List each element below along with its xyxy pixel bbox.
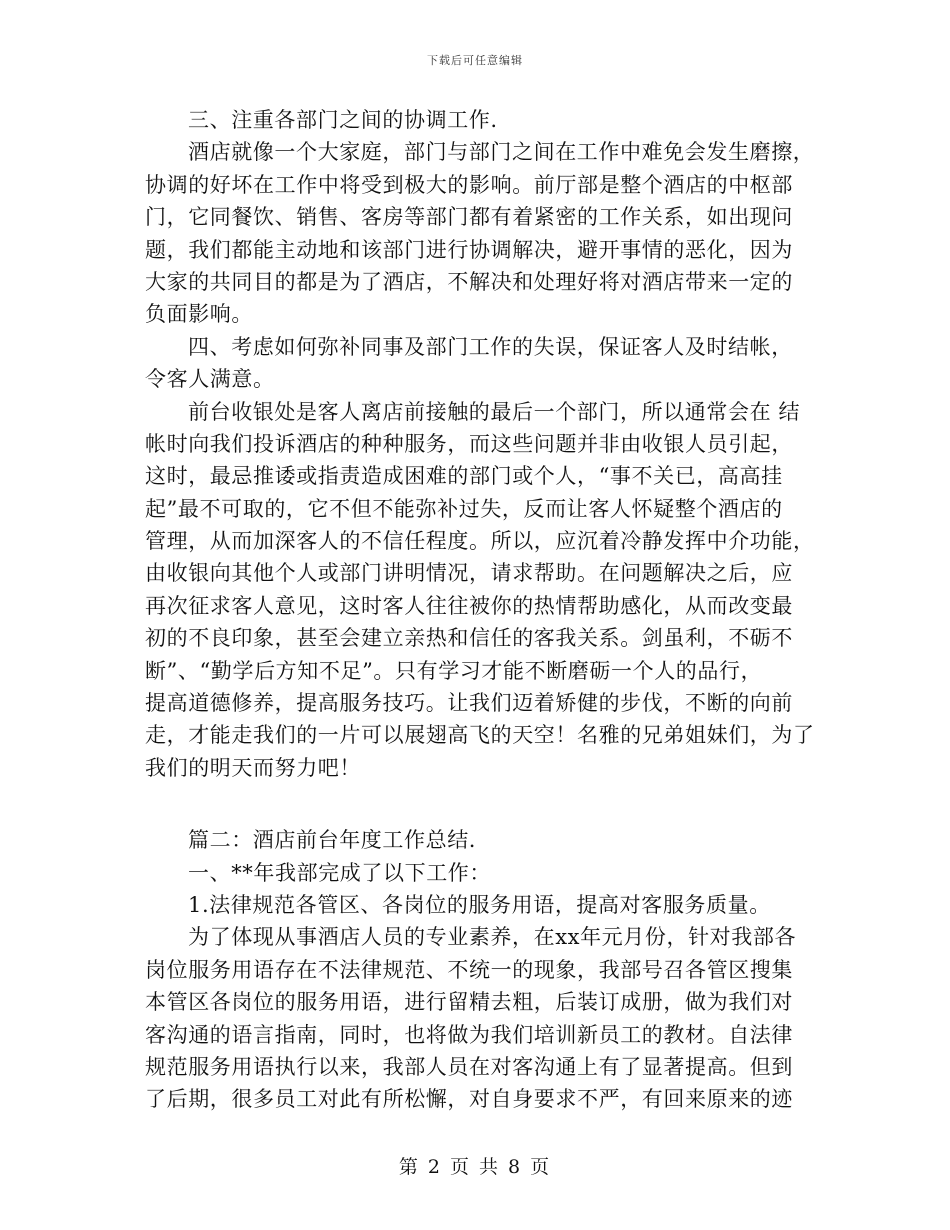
paragraph-line: 我们的明天而努力吧！ [145, 755, 361, 780]
paragraph-line: 初的不良印象，甚至会建立亲热和信任的客我关系。剑虽利，不砺不 [145, 626, 793, 651]
paragraph-line: 本管区各岗位的服务用语，进行留精去粗，后装订成册，做为我们对 [145, 990, 793, 1015]
paragraph-line: 为了体现从事酒店人员的专业素养，在xx年元月份，针对我部各 [188, 925, 797, 950]
section-heading-1: 一、**年我部完成了以下工作： [188, 860, 491, 885]
document-body [145, 104, 815, 1116]
paragraph-line: 起”最不可取的，它不但不能弥补过失，反而让客人怀疑整个酒店的 [145, 496, 783, 521]
page-footer: 第 2 页 共 8 页 [398, 1156, 552, 1178]
page-header: 下载后可任意编辑 [427, 54, 523, 67]
paragraph-line: 帐时向我们投诉酒店的种种服务，而这些问题并非由收银人员引起， [145, 431, 793, 456]
paragraph-line: 客沟通的语言指南，同时，也将做为我们培训新员工的教材。自法律 [145, 1022, 793, 1047]
paragraph-line: 大家的共同目的都是为了酒店，不解决和处理好将对酒店带来一定的 [145, 269, 793, 294]
paragraph-line: 了后期，很多员工对此有所松懈，对自身要求不严，有回来原来的迹 [145, 1087, 793, 1112]
paragraph-line: 令客人满意。 [145, 367, 275, 392]
paragraph-line: 由收银向其他个人或部门讲明情况，请求帮助。在问题解决之后，应 [145, 561, 793, 586]
paragraph-line: 断”、“勤学后方知不足”。只有学习才能不断磨砺一个人的品行， [145, 658, 763, 683]
paragraph-line: 再次征求客人意见，这时客人往往被你的热情帮助感化，从而改变最 [145, 593, 793, 618]
paragraph-line: 前台收银处是客人离店前接触的最后一个部门，所以通常会在 结 [188, 399, 801, 424]
subsection-heading: 1.法律规范各管区、各岗位的服务用语，提高对客服务质量。 [188, 892, 771, 917]
paragraph-line: 负面影响。 [145, 302, 253, 327]
paragraph-line: 酒店就像一个大家庭，部门与部门之间在工作中难免会发生磨擦， [188, 140, 815, 165]
paragraph-line: 这时，最忌推诿或指责造成困难的部门或个人，“事不关已，高高挂 [145, 464, 783, 489]
paragraph-line: 走，才能走我们的一片可以展翅高飞的天空！名雅的兄弟姐妹们，为了 [145, 723, 815, 748]
paragraph-line: 规范服务用语执行以来，我部人员在对客沟通上有了显著提高。但到 [145, 1054, 793, 1079]
paragraph-line: 门，它同餐饮、销售、客房等部门都有着紧密的工作关系，如出现问 [145, 205, 793, 230]
article-title: 篇二：酒店前台年度工作总结. [188, 828, 477, 853]
paragraph-line: 岗位服务用语存在不法律规范、不统一的现象，我部号召各管区搜集 [145, 957, 793, 982]
paragraph-line: 题，我们都能主动地和该部门进行协调解决，避开事情的恶化，因为 [145, 237, 793, 262]
paragraph-gap [145, 784, 810, 824]
section-heading-3: 三、注重各部门之间的协调工作. [188, 108, 498, 132]
paragraph-line: 提高道德修养，提高服务技巧。让我们迈着矫健的步伐，不断的向前 [145, 691, 793, 716]
paragraph-line: 协调的好坏在工作中将受到极大的影响。前厅部是整个酒店的中枢部 [145, 172, 793, 197]
section-heading-4: 四、考虑如何弥补同事及部门工作的失误，保证客人及时结帐， [188, 334, 793, 359]
paragraph-line: 管理，从而加深客人的不信任程度。所以，应沉着冷静发挥中介功能， [145, 529, 815, 554]
